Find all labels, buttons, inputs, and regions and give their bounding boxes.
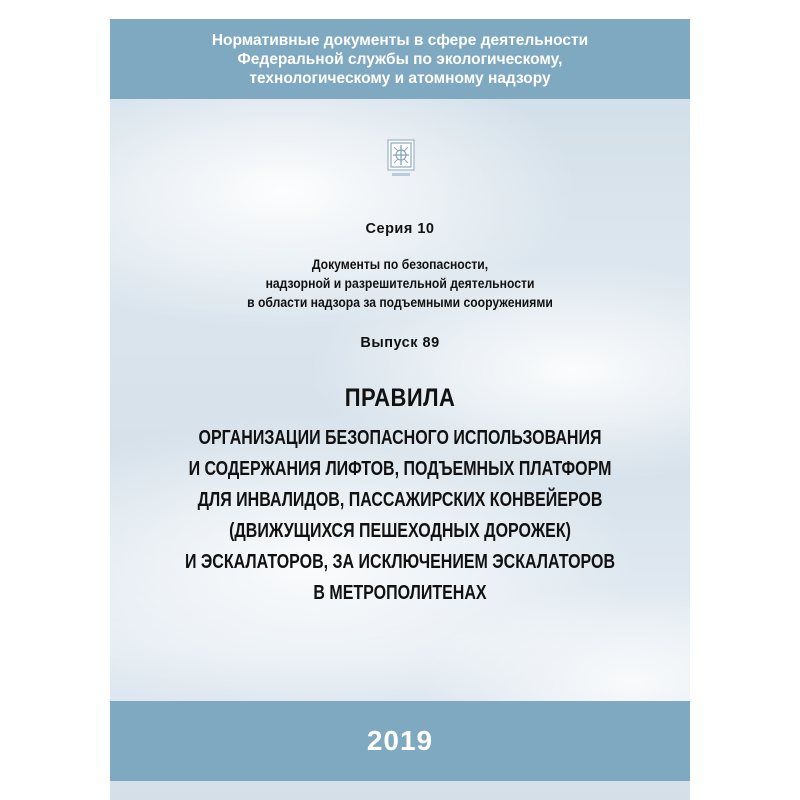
subtitle-line: ОРГАНИЗАЦИИ БЕЗОПАСНОГО ИСПОЛЬЗОВАНИЯ xyxy=(198,427,602,449)
footer-banner xyxy=(110,701,690,781)
series-description-line: в области надзора за подъемными сооружениями xyxy=(247,295,553,310)
header-line: технологическому и атомному надзору xyxy=(249,69,551,87)
header-line: Нормативные документы в сфере деятельности xyxy=(211,31,589,49)
subtitle-line: И СОДЕРЖАНИЯ ЛИФТОВ, ПОДЪЕМНЫХ ПЛАТФОРМ xyxy=(188,458,612,480)
header-banner xyxy=(110,19,690,99)
publication-year: 2019 xyxy=(366,725,434,756)
series-description-line: Документы по безопасности, xyxy=(311,257,489,272)
document-subtitle xyxy=(110,423,690,609)
book-cover xyxy=(110,19,690,800)
subtitle-line: И ЭСКАЛАТОРОВ, ЗА ИСКЛЮЧЕНИЕМ ЭСКАЛАТОРОВ xyxy=(184,551,616,573)
rostekhnadzor-emblem-icon xyxy=(387,139,415,181)
series-description xyxy=(110,255,690,312)
issue-label: Выпуск 89 xyxy=(360,335,440,351)
subtitle-line: (ДВИЖУЩИХСЯ ПЕШЕХОДНЫХ ДОРОЖЕК) xyxy=(229,520,571,542)
subtitle-line: ДЛЯ ИНВАЛИДОВ, ПАССАЖИРСКИХ КОНВЕЙЕРОВ xyxy=(197,489,603,511)
subtitle-line: В МЕТРОПОЛИТЕНАХ xyxy=(313,582,487,604)
series-label: Серия 10 xyxy=(365,221,435,237)
document-title: ПРАВИЛА xyxy=(344,384,456,412)
header-line: Федеральной службы по экологическому, xyxy=(237,50,563,68)
series-description-line: надзорной и разрешительной деятельности xyxy=(265,276,535,291)
